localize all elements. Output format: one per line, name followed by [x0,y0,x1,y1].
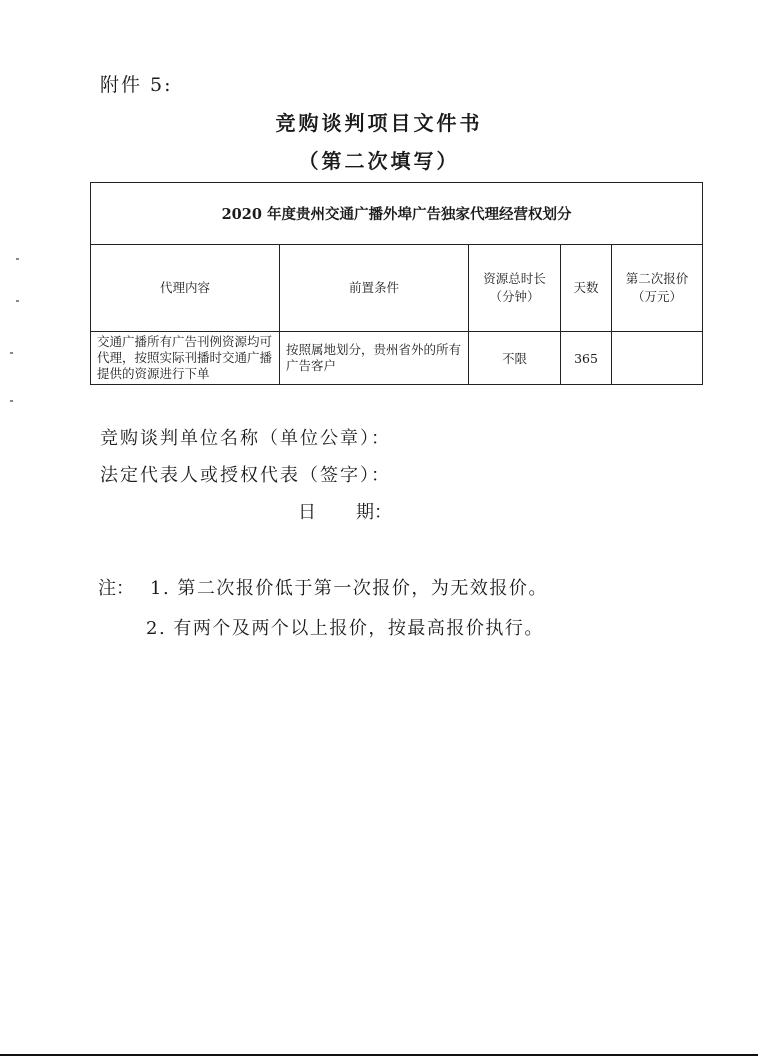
cell-duration: 不限 [469,332,561,385]
page-bottom-rule [0,1054,758,1056]
scan-speck [10,400,13,402]
table-row [91,332,703,385]
scan-speck [10,352,13,354]
header-precondition: 前置条件 [280,245,469,332]
header-quote [612,245,703,332]
document-subtitle: （第二次填写） [298,149,460,173]
date-line [298,498,392,524]
scan-speck [16,300,19,302]
table-caption: 2020 年度贵州交通广播外埠广告独家代理经营权划分 [91,183,703,245]
unit-name-line: 竞购谈判单位名称（单位公章）： [100,428,391,449]
header-quote-line2: （万元） [632,289,683,304]
cell-precondition: 按照属地划分，贵州省外的所有广告客户 [280,332,469,385]
cell-days: 365 [561,332,612,385]
note-item: 2. 有两个及两个以上报价，按最高报价执行。 [146,618,544,639]
header-duration-line2: （分钟） [489,289,540,304]
header-duration-line1: 资源总时长 [483,271,546,286]
cell-quote[interactable] [612,332,703,385]
header-days: 天数 [561,245,612,332]
document-title: 竞购谈判项目文件书 [275,111,483,135]
header-quote-line1: 第二次报价 [625,271,689,286]
header-content: 代理内容 [91,245,280,332]
date-label-period: 期： [356,502,392,523]
cell-content: 交通广播所有广告刊例资源均可代理，按照实际刊播时交通广播提供的资源进行下单 [91,332,280,385]
note-item: 1. 第二次报价低于第一次报价，为无效报价。 [150,578,548,599]
notes-label: 注： [98,578,134,599]
header-duration [469,245,561,332]
scan-speck [16,258,19,260]
attachment-label: 附件 5: [100,74,173,96]
agency-table [90,182,703,385]
representative-line: 法定代表人或授权代表（签字）： [100,465,391,486]
date-label-day: 日 [298,502,316,523]
